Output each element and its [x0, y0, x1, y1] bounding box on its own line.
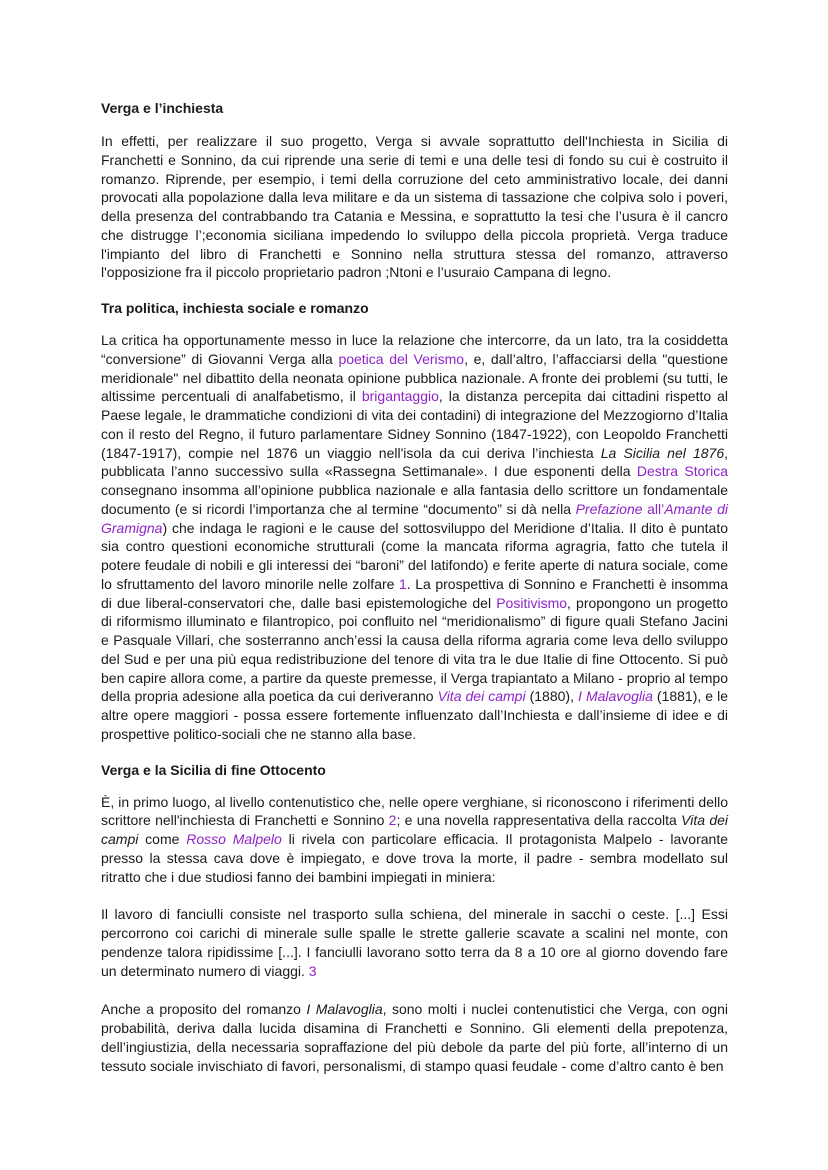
text-run: come — [138, 831, 187, 847]
text-run: È, in primo luogo, al livello contenutistico che, nelle opere verghiane, si riconoscono i riferimenti dello scrittore nell'inchiesta di Franchetti e Sonnino — [101, 793, 728, 829]
text-run: ; e una novella rappresentativa della raccolta — [396, 812, 682, 829]
link-positivismo[interactable]: Positivismo — [496, 594, 568, 611]
text-run: , la distanza percepita dai cittadini rispetto al Paese legale, le drammatiche condizioni di vita dei contadini) di integrazione del Mezzogiorno d’Italia con il resto del Regno, il futuro parlamentare Sidney Sonnino (1847-1922), con Leopoldo Franchetti (1847-1917), compie nel 1876 un viaggio nell'isola da cui deriva l’inchiesta — [101, 388, 728, 461]
paragraph-malavoglia — [101, 1000, 728, 1075]
text-run: ) che indaga le ragioni e le cause del sottosviluppo del Meridione d’Italia. Il dito è puntato sia contro questioni economiche strutturali (come la mancata riforma agragria, fatto che tutela il potere feudale di nobili e gli interessi dei “baroni” del latifondo) e ferite aperte di natura sociale, come lo sfruttamento del lavoro minorile nelle zolfare — [101, 519, 728, 592]
paragraph-critica — [101, 331, 728, 744]
footnote-link-2[interactable]: 2 — [388, 812, 397, 829]
title-sicilia-1876: La Sicilia nel 1876 — [600, 444, 725, 461]
heading-politica-inchiesta: Tra politica, inchiesta sociale e romanzo — [101, 300, 369, 316]
text-run: Anche a proposito del romanzo — [101, 1001, 307, 1018]
text-run: , sono molti i nuclei contenutistici che Verga, con ogni probabilità, deriva dalla lucida disamina di Franchetti e Sonnino. Gli elementi della prepotenza, dell’ingiustizia, della necessaria sopraffazione del più debole da parte del più forte, all’interno di un tessuto sociale invischiato di favori, personalismi, di stampo quasi feudale - come d’altro canto è ben — [101, 1001, 728, 1074]
link-part: all’ — [642, 500, 665, 517]
link-part: Amante di Gramigna — [101, 500, 728, 536]
paragraph-contenutistico — [101, 793, 728, 887]
link-destra-storica[interactable]: Destra Storica — [636, 463, 729, 480]
quote-text: Il lavoro di fanciulli consiste nel trasporto sulla schiena, del minerale in sacchi o ceste. [...] Essi percorrono coi carichi di minerale sulle spalle le strette gallerie scavate a scalini nel monte, con pendenze talora ripidissime [...]. I fanciulli lavorano sotto terra da 8 a 10 ore al giorno dovendo fare un determinato numero di viaggi. — [101, 906, 728, 979]
title-i-malavoglia: I Malavoglia — [306, 1001, 383, 1018]
link-part: Prefazione — [575, 500, 643, 517]
link-brigantaggio[interactable]: brigantaggio — [361, 388, 439, 405]
text-run: (1880), — [525, 688, 579, 705]
link-i-malavoglia[interactable]: I Malavoglia — [578, 688, 653, 705]
quote-paragraph — [101, 905, 728, 980]
document-body — [101, 99, 728, 1075]
text-run: (1881), e le altre opere maggiori - possa essere fortemente influenzato dall’Inchiesta e dall’insieme di idee e di prospettive politico-sociali che ne stanno alla base. — [101, 688, 729, 742]
heading-verga-inchiesta: Verga e l’inchiesta — [101, 100, 224, 116]
link-vita-dei-campi[interactable]: Vita dei campi — [437, 688, 526, 705]
footnote-link-1[interactable]: 1 — [398, 575, 407, 592]
text-run: , pubblicata l’anno successivo sulla «Rassegna Settimanale». I due esponenti della — [101, 444, 728, 480]
link-rosso-malpelo[interactable]: Rosso Malpelo — [186, 831, 282, 847]
text-run: , e, dall’altro, l’affacciarsi della "questione meridionale" nel dibattito della neonata opinione pubblica nazionale. A fronte dei problemi (su tutti, le altissime percentuali di analfabetismo, il — [101, 350, 729, 405]
title-vita-dei-campi: Vita dei campi — [101, 812, 729, 847]
paragraph-intro: In effetti, per realizzare il suo progetto, Verga si avvale soprattutto dell'Inchiesta in Sicilia di Franchetti e Sonnino, da cui riprende una serie di temi e una delle tesi di fondo su cui è costruito il romanzo. Riprende, per esempio, i temi della corruzione del ceto amministrativo locale, dei danni provocati alla popolazione dalla leva militare e da un sistema di tassazione che colpiva solo i poveri, della presenza del contrabbando tra Catania e Messina, e soprattutto la tesi che l’usura è il cancro che distrugge l’;economia siciliana impedendo lo sviluppo della piccola proprietà. Verga traduce l'impianto del libro di Franchetti e Sonnino nella struttura stessa del romanzo, attraverso l'opposizione fra il piccolo proprietario padron ;Ntoni e l’usuraio Campana di legno. — [101, 133, 728, 281]
link-poetica-verismo[interactable]: poetica del Verismo — [338, 350, 465, 367]
text-run: , propongono un progetto di riformismo illuminato e filantropico, poi confluito nel “meridionalismo” di figure quali Stefano Jacini e Pasquale Villari, che sosterranno anch’essi la causa della riforma agraria come leva dello sviluppo del Sud e per una più equa redistribuzione del tenore di vita tra le due Italie di fine Ottocento. Si può ben capire allora come, a partire da queste premesse, il Verga trapiantato a Milano - proprio al tempo della propria adesione alla poetica da cui deriveranno — [101, 594, 729, 705]
text-run: La critica ha opportunamente messo in luce la relazione che intercorre, da un lato, tra la cosiddetta “conversione” di Giovanni Verga alla — [101, 332, 728, 367]
footnote-link-3[interactable]: 3 — [308, 962, 317, 979]
text-run: li rivela con particolare efficacia. Il protagonista Malpelo - lavorante presso la stessa cava dove è impiegato, e dove trova la morte, il padre - sembra modellato sul ritratto che i due studiosi fanno dei bambini impiegati in miniera: — [101, 831, 729, 885]
text-run: . La prospettiva di Sonnino e Franchetti è insomma di due liberal-conservatori che, dalle basi epistemologiche del — [101, 575, 728, 611]
heading-verga-sicilia: Verga e la Sicilia di fine Ottocento — [101, 761, 326, 778]
text-run: consegnano insomma all’opinione pubblica nazionale e alla fantasia dello scrittore un fondamentale documento (e si ricordi l’importanza che al termine “documento” si dà nella — [101, 482, 728, 517]
